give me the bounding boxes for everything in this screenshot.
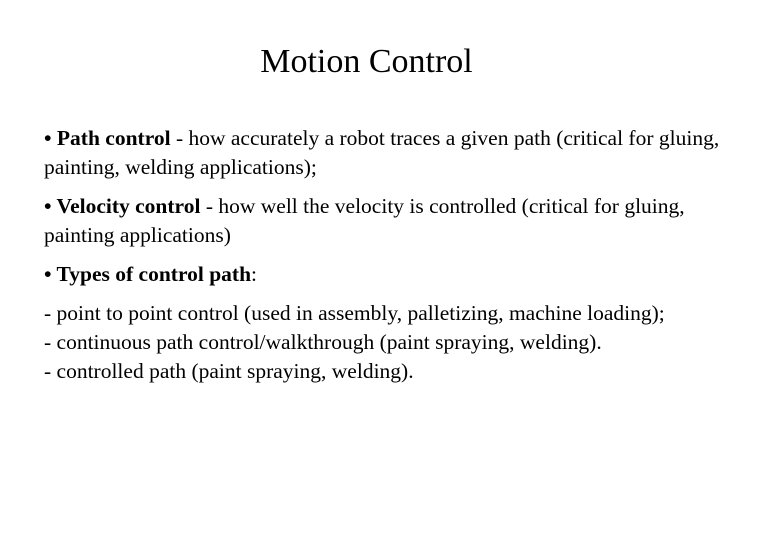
list-item: - controlled path (paint spraying, welding). — [44, 359, 414, 383]
bullet-marker: • — [44, 194, 57, 218]
bullet-term: Velocity control — [56, 194, 201, 218]
list-item: - continuous path control/walkthrough (paint spraying, welding). — [44, 330, 602, 354]
bullet-text: - how well the velocity is controlled (critical for gluing, painting applications) — [44, 194, 685, 247]
bullet-path-control — [44, 124, 754, 182]
bullet-term: Path control — [56, 126, 171, 150]
bullet-term: Types of control path — [56, 262, 252, 286]
bullet-text: - how accurately a robot traces a given path (critical for gluing, painting, welding applications); — [44, 126, 720, 179]
control-path-list — [44, 299, 754, 386]
slide-title: Motion Control — [260, 43, 473, 80]
bullet-marker: • — [44, 262, 57, 286]
slide-content — [44, 124, 754, 386]
bullet-text: : — [251, 262, 258, 286]
bullet-types-of-control-path — [44, 260, 754, 289]
bullet-velocity-control — [44, 192, 754, 250]
bullet-marker: • — [44, 126, 57, 150]
list-item: - point to point control (used in assembly, palletizing, machine loading); — [44, 301, 665, 325]
